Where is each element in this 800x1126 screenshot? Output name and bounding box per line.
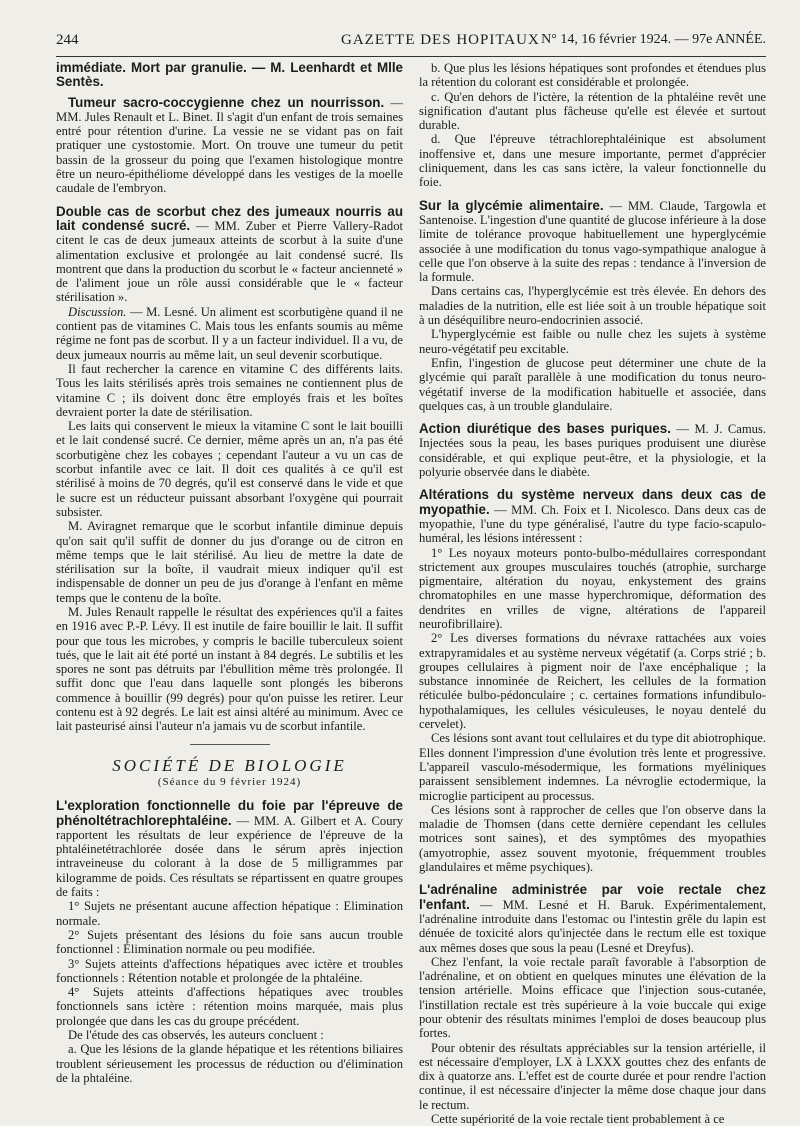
adrenaline-paragraph: L'adrénaline administrée par voie rectale chez l'enfant. — MM. Lesné et H. Baruk. Expérimentalement, l'adrénaline introduite dans l'estomac ou l'intestin grêle du lapin est dénuée de toxicité alors qu'injectée dans le rectum elle est toxique aux mêmes doses que sous la peau (Lesné et Dreyfus). [419,882,766,955]
group-1: 1° Sujets ne présentant aucune affection hépatique : Elimination normale. [56,899,403,928]
scorbut-heading: Double cas de scorbut chez des jumeaux nourris au lait condensé sucré. [56,203,403,233]
renault-paragraph: M. Jules Renault rappelle le résultat des expériences qu'il a faites en 1916 avec P.-P. Lévy. Il est inutile de faire bouillir le lait. Il suffit pour que tous les microbes, y compris le bacille tuberculeux soient tués, que le lait ait été porté un instant à 84 degrés. Le subtilis et les spores ne sont pas détruits par l'ébullition même très prolongée. Il suffit donc que l'eau dans laquelle sont plongés les biberons commence à bouillir (99 degrés) pour qu'on puisse les retirer. Leur contenu est à 92 degrés. Le lait est ainsi altéré au minimum. Avec ce lait pasteurisé ainsi l'auteur n'a jamais vu de scorbut infantile. [56,604,403,734]
alterations-4: Ces lésions sont à rapprocher de celles que l'on observe dans la maladie de Thomsen (dans cette dernière cependant les cellules motrices sont saines), et des symptômes des myopathies (amyotrophie, assez souvent myotonie, fréquemment troubles glandulaires et même psychiques). [419,802,766,875]
glycemie-p2: Dans certains cas, l'hyperglycémie est très élevée. En dehors des maladies de la nutrition, elle est liée soit à un trouble hépatique soit à un déséquilibre neuro-endocrinien associé. [419,284,766,328]
issue-date: N° 14, 16 février 1924. — 97e ANNÉE. [541,32,766,47]
alterations-heading: Altérations du système nerveux dans deux cas de myopathie. [419,487,766,517]
article-columns [56,61,766,1126]
section-divider [190,744,270,745]
seance-date: (Séance du 9 février 1924) [157,775,302,788]
laits-paragraph: Les laits qui conservent le mieux la vitamine C sont le lait bouilli et le lait condensé sucré. Ce dernier, même après un an, n'a pas été scorbutigène chez les cobayes ; cependant l'auteur a vu un cas de scorbut infantile avec ce lait. Il doit ces qualités à ce qu'il est stérilisé à moins de 70 degrés, qu'il est conservé dans le vide et que le sucre est un réducteur puissant absorbant l'oxygène qui pourrait subsister. [56,419,403,519]
conclusion-a: a. Que les lésions de la glande hépatique et les rétentions biliaires troublent sérieusement les processus de réduction ou d'élimination de la phtaléine. [56,1042,403,1085]
discussion-paragraph: Discussion. — M. Lesné. Un aliment est scorbutigène quand il ne contient pas de vitamines C. Mais tous les enfants soumis au même régime ne font pas de scorbut. Il y a un facteur individuel. Il a vu, de deux jumeaux nourris au même lait, un seul devenir scorbutique. [56,304,403,362]
intro-text: immédiate. Mort par granulie. — M. Leenhardt et Mlle Sentès. [56,60,403,90]
glycemie-p4: Enfin, l'ingestion de glucose peut déterminer une chute de la glycémie qui paraît parallèle à une modification du tonus neuro-végétatif inverse de la modification habituelle et associée, dans quelques cas, à un trouble glandulaire. [419,355,766,413]
glycemie-heading: Sur la glycémie alimentaire. [419,197,604,213]
adrenaline-heading: L'adrénaline administrée par voie rectale chez l'enfant. [419,882,766,912]
aviragnet-paragraph: M. Aviragnet remarque que le scorbut infantile diminue depuis qu'on sait qu'il suffit de donner du jus d'orange ou de citron en même temps que le lait stérilisé. Au lieu de mettre la date de stérilisation sur la boîte, il vaudrait mieux indiquer qu'il est indispensable de donner un peu de jus d'orange à l'enfant en même temps que le contenu de la boîte. [56,519,403,605]
diuretique-paragraph: Action diurétique des bases puriques. — M. J. Camus. Injectées sous la peau, les bases puriques produisent une diurèse considérable, et qui explique peut-être, et la physiologie, et la polyurie observée dans le diabète. [419,421,766,480]
alterations-2: 2° Les diverses formations du névraxe rattachées aux voies extrapyramidales et au système nerveux végétatif (a. Corps strié ; b. groupes cellulaires à pigment noir de l'axe encéphalique ; la substance innominée de Reichert, les cellules de la formation réticulée bulbo-pédonculaire ; c. certaines formations infundibulo-hypothalamiques, les cellules vésiculeuses, le noyau dentelé du cervelet). [419,631,766,732]
glycemie-p3: L'hyperglycémie est faible ou nulle chez les sujets à système neuro-végétatif peu excitable. [419,327,766,356]
alterations-1: 1° Les noyaux moteurs ponto-bulbo-médullaires correspondant strictement aux groupes musculaires touchés (atrophie, surcharge pigmentaire, altération du noyau, enkystement des grains chromatophiles en une masse hyperchromique, déformation des dendrites en vrilles de vigne, altérations de l'appareil neurofibrillaire). [419,545,766,631]
group-4: 4° Sujets atteints d'affections hépatiques avec troubles fonctionnels sans ictère : rétention moins marquée, mais plus prolongée que dans les cas du groupe précédent. [56,985,403,1028]
page-header [56,28,766,50]
group-2: 2° Sujets présentant des lésions du foie sans aucun trouble fonctionnel : Élimination normale ou peu modifiée. [56,927,403,957]
adrenaline-p2: Chez l'enfant, la voie rectale paraît favorable à l'absorption de l'adrénaline, et on obtient en quelques minutes une élévation de la tension artérielle. Moins efficace que l'injection sous-cutanée, l'instillation rectale est très supérieure à la voie buccale qui exige pour obtenir des résultats minimes l'emploi de doses beaucoup plus fortes. [419,954,766,1041]
adrenaline-p3: Pour obtenir des résultats appréciables sur la tension artérielle, il est nécessaire d'employer, LX à LXXX gouttes chez des enfants de dix à quatorze ans. L'effet est de courte durée et pour rendre l'action continue, il est nécessaire d'injecter la même dose chaque jour dans le rectum. [419,1040,766,1112]
adrenaline-p4: Cette supériorité de la voie rectale tient probablement à ce [431,1112,725,1126]
scorbut-paragraph: Double cas de scorbut chez des jumeaux nourris au lait condensé sucré. — MM. Zuber et Pierre Vallery-Radot citent le cas de deux jumeaux atteints de scorbut à la suite d'une alimentation exclusive et prolongée au lait condensé sucré. Ils montrent que dans la production du scorbut le « facteur ancienneté » de l'aliment joue un rôle aussi considérable que le « facteur stérilisation ». [56,203,403,305]
conclude-paragraph: De l'étude des cas observés, les auteurs concluent : [68,1028,324,1042]
left-column [56,61,403,1126]
alterations-paragraph: Altérations du système nerveux dans deux cas de myopathie. — MM. Ch. Foix et I. Nicolesco. Dans deux cas de myopathie, l'une du type généralisé, l'autre du type facio-scapulo-huméral, les lésions intéressent : [419,487,766,546]
carence-paragraph: Il faut rechercher la carence en vitamine C des différents laits. Tous les laits stérilisés après trois semaines ne contiennent plus de vitamine C ; ils doivent donc être employés frais et les boîtes devraient porter la date de stérilisation. [56,361,403,419]
tumeur-heading: Tumeur sacro-coccygienne chez un nourrisson. [68,94,385,110]
header-rule [56,56,766,57]
diuretique-heading: Action diurétique des bases puriques. [419,421,671,437]
right-column [419,61,766,1126]
glycemie-paragraph: Sur la glycémie alimentaire. — MM. Claude, Targowla et Santenoise. L'ingestion d'une quantité de glucose inférieure à la dose limite de tolérance provoque habituellement une hyperglycémie associée à une modification du tonus vago-sympathique analogue à celle que l'on observe à la suite des repas : tendance à l'inversion de la formule. [419,197,766,285]
alterations-3: Ces lésions sont avant tout cellulaires et du type dit abiotrophique. Elles donnent l'impression d'une évolution très lente et progressive. L'appareil vasculo-mésodermique, les formations myéliniques paraissent sensiblement indemnes. La névroglie ectodermique, la microglie participent au processus. [419,731,766,803]
foie-heading: L'exploration fonctionnelle du foie par l'épreuve de phénoltétrachlorephtaléine. [56,798,403,828]
group-3: 3° Sujets atteints d'affections hépatiques avec ictère et troubles fonctionnels : Rétention notable et prolongée de la phtaléine. [56,956,403,985]
foie-paragraph: L'exploration fonctionnelle du foie par l'épreuve de phénoltétrachlorephtaléine. — MM. A. Gilbert et A. Coury rapportent les résultats de leur expérience de l'épreuve de la phtaléinetétrachlorée dosée dans le sérum après injection intraveineuse du colorant à la dose de 5 milligrammes par kilogramme de poids. Ces résultats se répartissent en quatre groupes de faits : [56,798,403,900]
tumeur-paragraph: Tumeur sacro-coccygienne chez un nourrisson. — MM. Jules Renault et L. Binet. Il s'agit d'un enfant de trois semaines entré pour rétention d'urine. La vessie ne se vidant pas on fait pratiquer une cystostomie. Mort. On trouve une tumeur du petit bassin de la grosseur du poing que l'examen histologique montre être un neuro-épithéliome développé dans les vestiges de la moelle caudale de l'embryon. [56,94,403,196]
journal-title: GAZETTE DES HOPITAUX [341,32,540,48]
conclusion-b: b. Que plus les lésions hépatiques sont profondes et étendues plus la rétention du colorant est considérable et prolongée. [419,61,766,90]
discussion-label: Discussion. [68,304,127,319]
page-number: 244 [56,32,79,48]
conclusion-d: d. Que l'épreuve tétrachlorephtaléinique est absolument inoffensive et, dans une mesure importante, permet d'apprécier cliniquement, dans les cas sans ictère, la valeur fonctionnelle du foie. [419,132,766,190]
society-heading: SOCIÉTÉ DE BIOLOGIE [112,755,347,775]
conclusion-c: c. Qu'en dehors de l'ictère, la rétention de la phtaléine revêt une signification d'autant plus fâcheuse qu'elle est élevée et surtout durable. [419,89,766,133]
